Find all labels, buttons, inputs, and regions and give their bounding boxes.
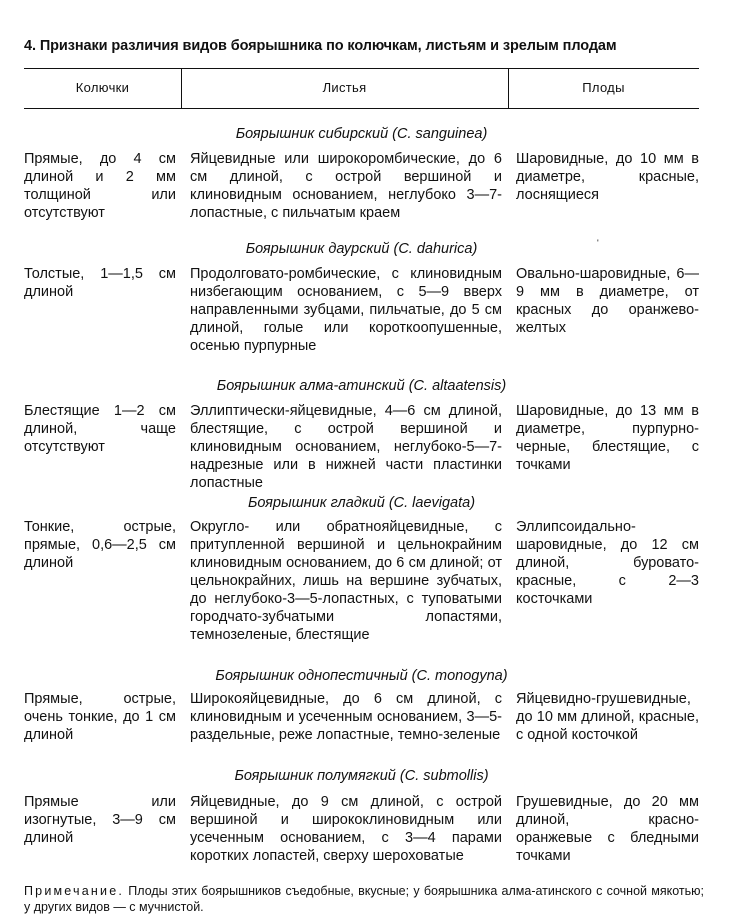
column-header-fruits: Плоды [582, 80, 625, 95]
species-heading: Боярышник даурский (C. dahurica) [245, 241, 478, 257]
fruits-cell: Эллипсоидально-шаровидные, до 12 см длиной, буровато-красные, с 2—3 косточками [516, 519, 699, 607]
table-top-rule [24, 68, 699, 69]
leaves-cell: Яйцевидные, до 9 см длиной, с острой вершиной и ширококлиновидным или усеченным основанием, с 3—4 парами коротких лопастей, сверху шероховатые [190, 794, 502, 864]
spines-cell: Толстые, 1—1,5 см длиной [24, 266, 176, 300]
spines-cell: Блестящие 1—2 см длиной, чаще отсутствуют [24, 403, 176, 455]
leaves-cell: Продолговато-ромбические, с клиновидным низбегающим основанием, с 5—9 вверх направленными зубцами, пильчатые, до 5 см длиной, голые или короткоопушенные, осенью пурпурные [190, 266, 502, 354]
spines-cell: Прямые или изогнутые, 3—9 см длиной [24, 794, 176, 846]
spines-cell: Прямые, до 4 см длиной и 2 мм толщиной или отсутствуют [24, 151, 176, 221]
fruits-cell: Шаровидные, до 13 мм в диаметре, пурпурно-черные, блестящие, с точками [516, 403, 699, 473]
spines-cell: Тонкие, острые, прямые, 0,6—2,5 см длиной [24, 519, 176, 571]
table-header-rule [24, 108, 699, 109]
species-heading: Боярышник гладкий (C. laevigata) [247, 495, 476, 511]
print-speck: ʹ [597, 238, 599, 248]
fruits-cell: Яйцевидно-грушевидные, до 10 мм длиной, красные, с одной косточкой [516, 691, 699, 743]
fruits-cell: Овально-шаровидные, 6—9 мм в диаметре, от красных до оранжево-желтых [516, 266, 699, 336]
footnote [24, 883, 704, 915]
leaves-cell: Широкояйцевидные, до 6 см длиной, с клиновидным и усеченным основанием, 3—5-раздельные, реже лопастные, темно-зеленые [190, 691, 502, 743]
fruits-cell: Грушевидные, до 20 мм длиной, красно-оранжевые с бледными точками [516, 794, 699, 864]
leaves-cell: Яйцевидные или широкоромбические, до 6 см длиной, с острой вершиной и клиновидным основанием, неглубоко 3—7-лопастные, с пильчатым краем [190, 151, 502, 221]
species-heading: Боярышник алма-атинский (C. altaatensis) [216, 378, 507, 394]
species-heading: Боярышник полумягкий (C. submollis) [234, 768, 489, 784]
leaves-cell: Округло- или обратнояйцевидные, с притупленной вершиной и цельнокрайним клиновидным основанием, до 6 см длиной; от цельнокрайних, лишь на вершине зубчатых, до неглубоко-3—5-лопастных, с туповатыми городчато-зубчатыми лопастями, темнозеленые, блестящие [190, 519, 502, 643]
column-header-spines: Колючки [75, 80, 130, 95]
footnote-text: Плоды этих боярышников съедобные, вкусные; у боярышника алма-атинского с сочной мякотью; у других видов — с мучнистой. [24, 884, 704, 914]
leaves-cell: Эллиптически-яйцевидные, 4—6 см длиной, блестящие, с острой вершиной и клиновидным основанием, неглубоко-5—7-надрезные или в нижней части пластинки лопастные [190, 403, 502, 491]
spines-cell: Прямые, острые, очень тонкие, до 1 см длиной [24, 691, 176, 743]
column-header-leaves: Листья [322, 80, 367, 95]
table-title: 4. Признаки различия видов боярышника по колючкам, листьям и зрелым плодам [24, 38, 617, 54]
fruits-cell: Шаровидные, до 10 мм в диаметре, красные, лоснящиеся [516, 151, 699, 203]
footnote-label: Примечание. [24, 884, 125, 898]
species-heading: Боярышник сибирский (C. sanguinea) [235, 126, 488, 142]
species-heading: Боярышник однопестичный (C. monogyna) [215, 668, 508, 684]
